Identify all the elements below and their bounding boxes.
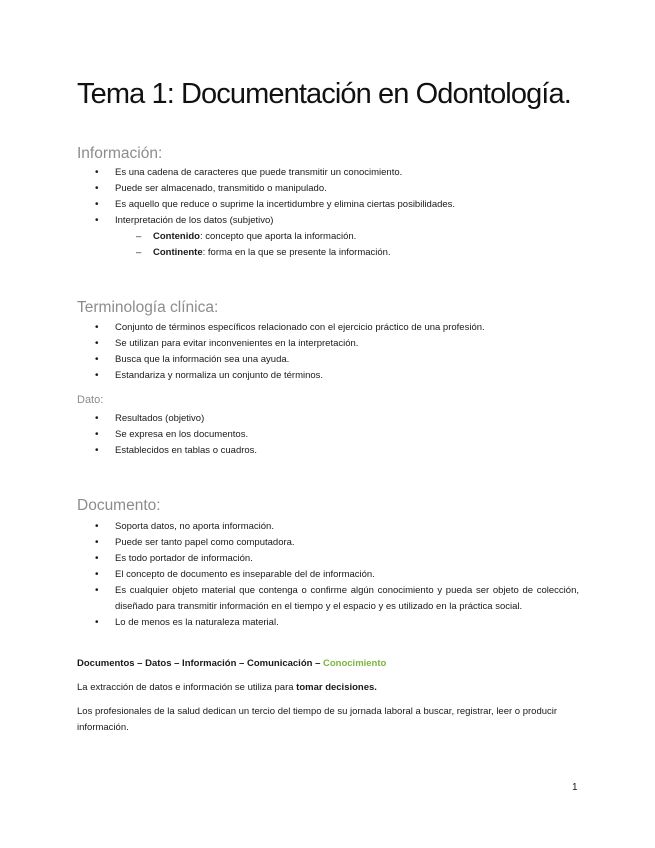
- terminologia-list: [0, 320, 655, 384]
- knowledge-chain: Documentos – Datos – Información – Comunicación – Conocimiento: [77, 658, 387, 669]
- list-item: • Interpretación de los datos (subjetivo): [0, 213, 579, 229]
- bullet-icon: •: [95, 215, 99, 226]
- sub-list-item: – Continente: forma en la que se presente la información.: [0, 245, 391, 261]
- bullet-icon: •: [95, 338, 99, 349]
- bullet-icon: •: [95, 167, 99, 178]
- list-item: • Conjunto de términos específicos relacionado con el ejercicio práctico de una profesión.: [0, 320, 579, 336]
- list-item: • Busca que la información sea una ayuda.: [0, 352, 579, 368]
- list-item: • Es una cadena de caracteres que puede transmitir un conocimiento.: [0, 165, 579, 181]
- bullet-icon: •: [95, 445, 99, 456]
- page-number: 1: [572, 782, 578, 793]
- list-item: • El concepto de documento es inseparable del de información.: [0, 567, 579, 583]
- dash-icon: –: [136, 247, 142, 258]
- paragraph-profesionales: Los profesionales de la salud dedican un tercio del tiempo de su jornada laboral a buscar, registrar, leer o producir información.: [77, 706, 558, 733]
- bullet-icon: •: [95, 429, 99, 440]
- informacion-sublist: [0, 229, 391, 261]
- list-item: • Es cualquier objeto material que contenga o confirme algún conocimiento y pueda ser objeto de colección, diseñado para transmitir información en el tiempo y el espacio y es utilizado en la práctica social.: [95, 585, 579, 612]
- page-title: Tema 1: Documentación en Odontología.: [77, 78, 571, 110]
- list-item: • Lo de menos es la naturaleza material.: [0, 615, 579, 631]
- bullet-icon: •: [95, 183, 99, 194]
- list-item: • Es todo portador de información.: [0, 551, 579, 567]
- list-item: • Es aquello que reduce o suprime la incertidumbre y elimina ciertas posibilidades.: [0, 197, 579, 213]
- heading-documento: Documento:: [77, 497, 161, 514]
- dato-list: [0, 411, 655, 459]
- bullet-icon: •: [95, 413, 99, 424]
- heading-dato: Dato:: [77, 394, 104, 406]
- bullet-icon: •: [95, 199, 99, 210]
- bullet-icon: •: [95, 354, 99, 365]
- heading-terminologia: Terminología clínica:: [77, 299, 219, 316]
- informacion-list: [0, 165, 655, 229]
- bullet-icon: •: [95, 569, 99, 580]
- list-item: • Se utilizan para evitar inconvenientes en la interpretación.: [0, 336, 579, 352]
- bullet-icon: •: [95, 521, 99, 532]
- sub-list-item: – Contenido: concepto que aporta la información.: [0, 229, 391, 245]
- bullet-icon: •: [95, 553, 99, 564]
- list-item: • Puede ser tanto papel como computadora.: [0, 535, 579, 551]
- highlight-conocimiento: Conocimiento: [323, 658, 387, 669]
- bullet-icon: •: [95, 585, 99, 596]
- list-item: • Resultados (objetivo): [0, 411, 579, 427]
- bullet-icon: •: [95, 370, 99, 381]
- bullet-icon: •: [95, 617, 99, 628]
- list-item: • Establecidos en tablas o cuadros.: [0, 443, 579, 459]
- list-item: • Se expresa en los documentos.: [0, 427, 579, 443]
- dash-icon: –: [136, 231, 142, 242]
- bullet-icon: •: [95, 537, 99, 548]
- heading-informacion: Información:: [77, 145, 163, 162]
- paragraph-decisiones: La extracción de datos e información se utiliza para tomar decisiones.: [77, 682, 377, 693]
- list-item: • Estandariza y normaliza un conjunto de términos.: [0, 368, 579, 384]
- documento-list: [0, 519, 655, 631]
- bullet-icon: •: [95, 322, 99, 333]
- list-item: • Puede ser almacenado, transmitido o manipulado.: [0, 181, 579, 197]
- list-item: • Soporta datos, no aporta información.: [0, 519, 579, 535]
